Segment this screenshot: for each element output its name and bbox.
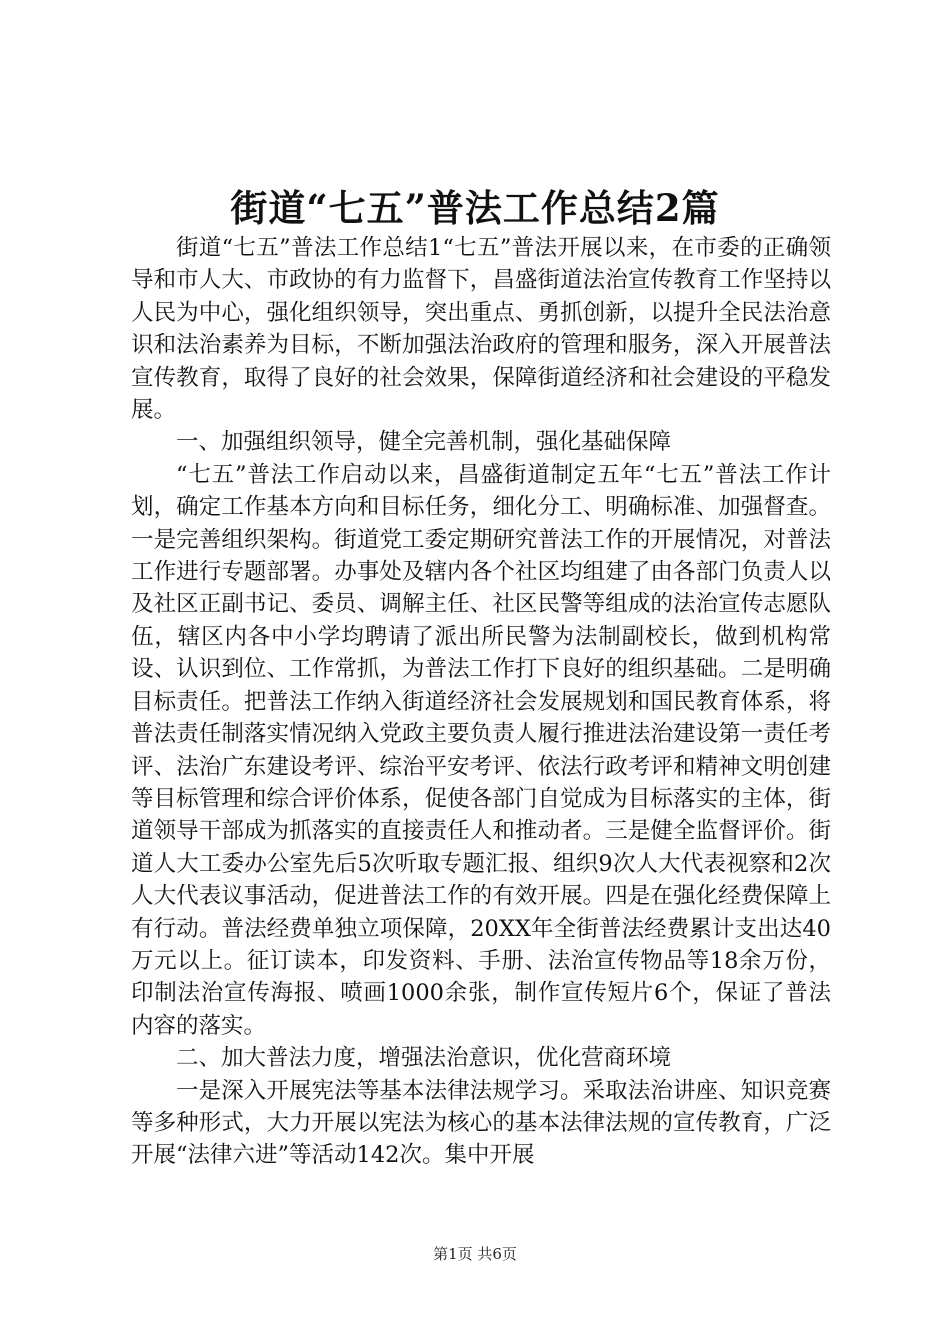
document-title: 街道“七五”普法工作总结2篇: [230, 186, 720, 230]
page-number-footer: 第1页 共6页: [433, 1245, 517, 1263]
paragraph-section-2: 一是深入开展宪法等基本法律法规学习。采取法治讲座、知识竞赛等多种形式，大力开展以宪法为核心的基本法律法规的宣传教育，广泛开展“法律六进”等活动142次。集中开展: [131, 1077, 831, 1169]
document-body: [131, 232, 831, 1172]
section-heading-1: 一、加强组织领导，健全完善机制，强化基础保障: [176, 429, 672, 456]
paragraph-section-1: “七五”普法工作启动以来，昌盛街道制定五年“七五”普法工作计划，确定工作基本方向和目标任务，细化分工、明确标准、加强督查。一是完善组织架构。街道党工委定期研究普法工作的开展情况，对普法工作进行专题部署。办事处及辖内各个社区均组建了由各部门负责人以及社区正副书记、委员、调解主任、社区民警等组成的法治宣传志愿队伍，辖区内各中小学均聘请了派出所民警为法制副校长，做到机构常设、认识到位、工作常抓，为普法工作打下良好的组织基础。二是明确目标责任。把普法工作纳入街道经济社会发展规划和国民教育体系，将普法责任制落实情况纳入党政主要负责人履行推进法治建设第一责任考评、法治广东建设考评、综治平安考评、依法行政考评和精神文明创建等目标管理和综合评价体系，促使各部门自觉成为目标落实的主体，街道领导干部成为抓落实的直接责任人和推动者。三是健全监督评价。街道人大工委办公室先后5次听取专题汇报、组织9次人大代表视察和2次人大代表议事活动，促进普法工作的有效开展。四是在强化经费保障上有行动。普法经费单独立项保障，20XX年全街普法经费累计支出达40万元以上。征订读本，印发资料、手册、法治宣传物品等18余万份，印制法治宣传海报、喷画1000余张，制作宣传短片6个，保证了普法内容的落实。: [131, 461, 831, 1039]
section-heading-2: 二、加大普法力度，增强法治意识，优化营商环境: [176, 1045, 672, 1072]
paragraph-intro: 街道“七五”普法工作总结1“七五”普法开展以来，在市委的正确领导和市人大、市政协的有力监督下，昌盛街道法治宣传教育工作坚持以人民为中心，强化组织领导，突出重点、勇抓创新，以提升全民法治意识和法治素养为目标，不断加强法治政府的管理和服务，深入开展普法宣传教育，取得了良好的社会效果，保障街道经济和社会建设的平稳发展。: [131, 235, 831, 424]
